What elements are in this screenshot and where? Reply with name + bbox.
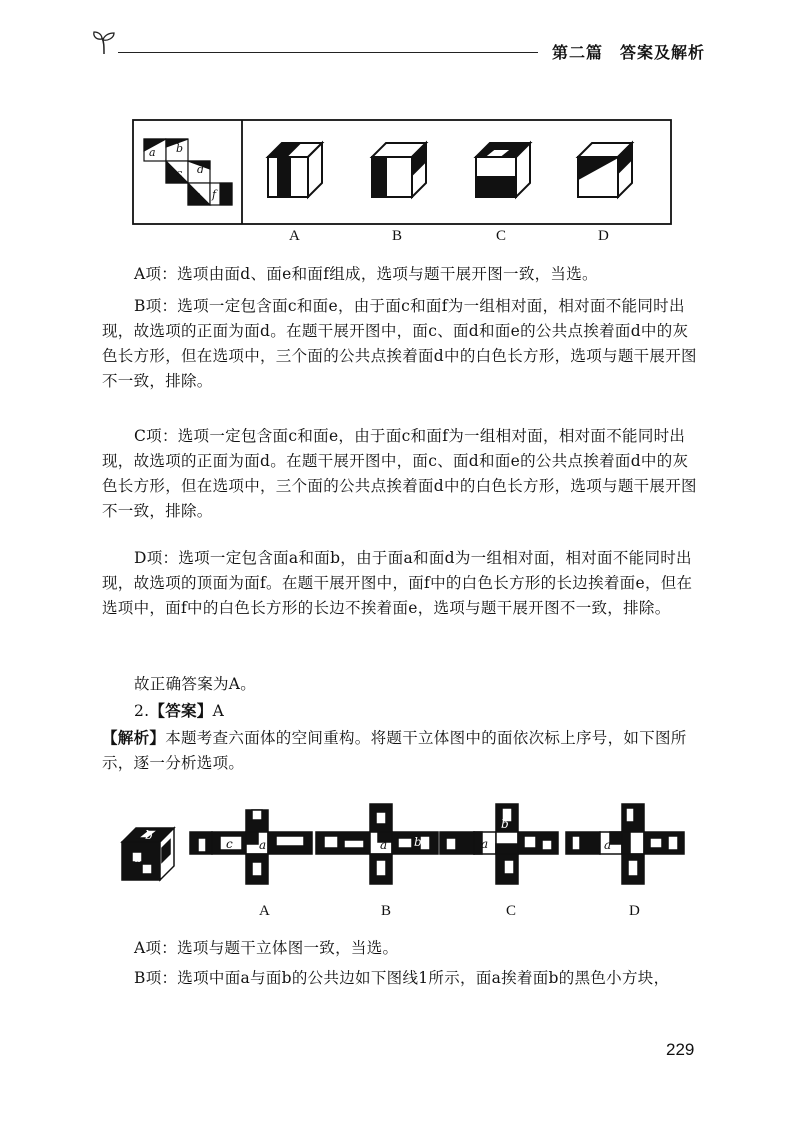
net-c-label-b: b xyxy=(501,817,509,831)
net-a-label-c: c xyxy=(226,837,233,851)
q2-answer xyxy=(102,699,702,724)
option-b-analysis: B项：选项一定包含面c和面e，由于面c和面f为一组相对面，相对面不能同时出现，故选项的正面为面d。在题干展开图中，面c、面d和面e的公共点挨着面d中的灰色长方形，但在选项中，三个面的公共点挨着面d中的白色长方形，选项与题干展开图不一致，排除。 xyxy=(102,297,697,390)
net-label-d: d xyxy=(197,163,205,176)
fig2-option-b-label: B xyxy=(381,903,392,919)
header-rule xyxy=(118,52,538,53)
net-c-label-a: a xyxy=(481,837,489,851)
figure-1 xyxy=(132,119,672,225)
section-title: 第二篇 答案及解析 xyxy=(552,43,706,62)
option-cube-a xyxy=(268,143,322,197)
net-a-label-b: b xyxy=(254,863,262,877)
option-cube-b xyxy=(372,143,426,197)
stem-label-b: b xyxy=(145,828,153,842)
page-number: 229 xyxy=(666,1040,695,1059)
fig2-option-d-label: D xyxy=(629,903,640,919)
net-d-label-b: b xyxy=(626,849,634,863)
q2-option-a-analysis: A项：选项与题干立体图一致，当选。 xyxy=(134,939,399,957)
q2-answer-value: A xyxy=(212,702,225,720)
question-net xyxy=(144,139,232,205)
option-cube-c xyxy=(476,143,530,197)
net-label-a: a xyxy=(149,146,156,159)
q2-analysis-text: 本题考查六面体的空间重构。将题干立体图中的面依次标上序号，如下图所示，逐一分析选项。 xyxy=(102,729,687,772)
sprout-icon xyxy=(90,30,120,56)
fig1-option-a-label: A xyxy=(289,228,300,244)
net-label-b: b xyxy=(176,142,184,155)
option-a-analysis: A项：选项由面d、面e和面f组成，选项与题干展开图一致，当选。 xyxy=(134,265,598,283)
fig1-option-b-label: B xyxy=(392,228,403,244)
fig2-option-a-label: A xyxy=(259,903,270,919)
net-b-label-b: b xyxy=(414,835,422,849)
conclusion: 故正确答案为A。 xyxy=(134,675,257,693)
option-d-analysis: D项：选项一定包含面a和面b，由于面a和面d为一组相对面，相对面不能同时出现，故选项的顶面为面f。在题干展开图中，面f中的白色长方形的长边挨着面e，但在选项中，面f中的白色长方形的长边不挨着面e，选项与题干展开图不一致，排除。 xyxy=(102,549,693,617)
figure-2 xyxy=(118,802,690,898)
net-label-c: c xyxy=(176,167,183,180)
fig1-option-c-label: C xyxy=(496,228,507,244)
option-net-d xyxy=(566,804,684,884)
option-net-c xyxy=(440,804,558,884)
q2-number: 2. xyxy=(134,702,150,720)
net-b-label-a: a xyxy=(380,838,388,852)
q2-analysis-tag: 【解析】 xyxy=(102,729,166,747)
q2-analysis xyxy=(102,726,702,776)
net-d-label-a: a xyxy=(604,838,612,852)
q2-answer-tag: 【答案】 xyxy=(149,702,213,720)
option-c-analysis: C项：选项一定包含面c和面e，由于面c和面f为一组相对面，相对面不能同时出现，故选项的正面为面d。在题干展开图中，面c、面d和面e的公共点挨着面d中的灰色长方形，但在选项中，三个面的公共点挨着面d中的白色长方形，选项与题干展开图不一致，排除。 xyxy=(102,427,697,520)
stem-label-a: a xyxy=(134,851,142,865)
option-net-a xyxy=(190,810,312,884)
q2-option-b-analysis: B项：选项中面a与面b的公共边如下图线1所示，面a挨着面b的黑色小方块， xyxy=(134,969,670,987)
fig2-option-c-label: C xyxy=(506,903,517,919)
net-label-e: e xyxy=(194,189,201,202)
fig1-option-d-label: D xyxy=(598,228,609,244)
option-cube-d xyxy=(578,143,632,197)
net-label-f: f xyxy=(212,188,217,201)
net-a-label-a: a xyxy=(259,838,267,852)
